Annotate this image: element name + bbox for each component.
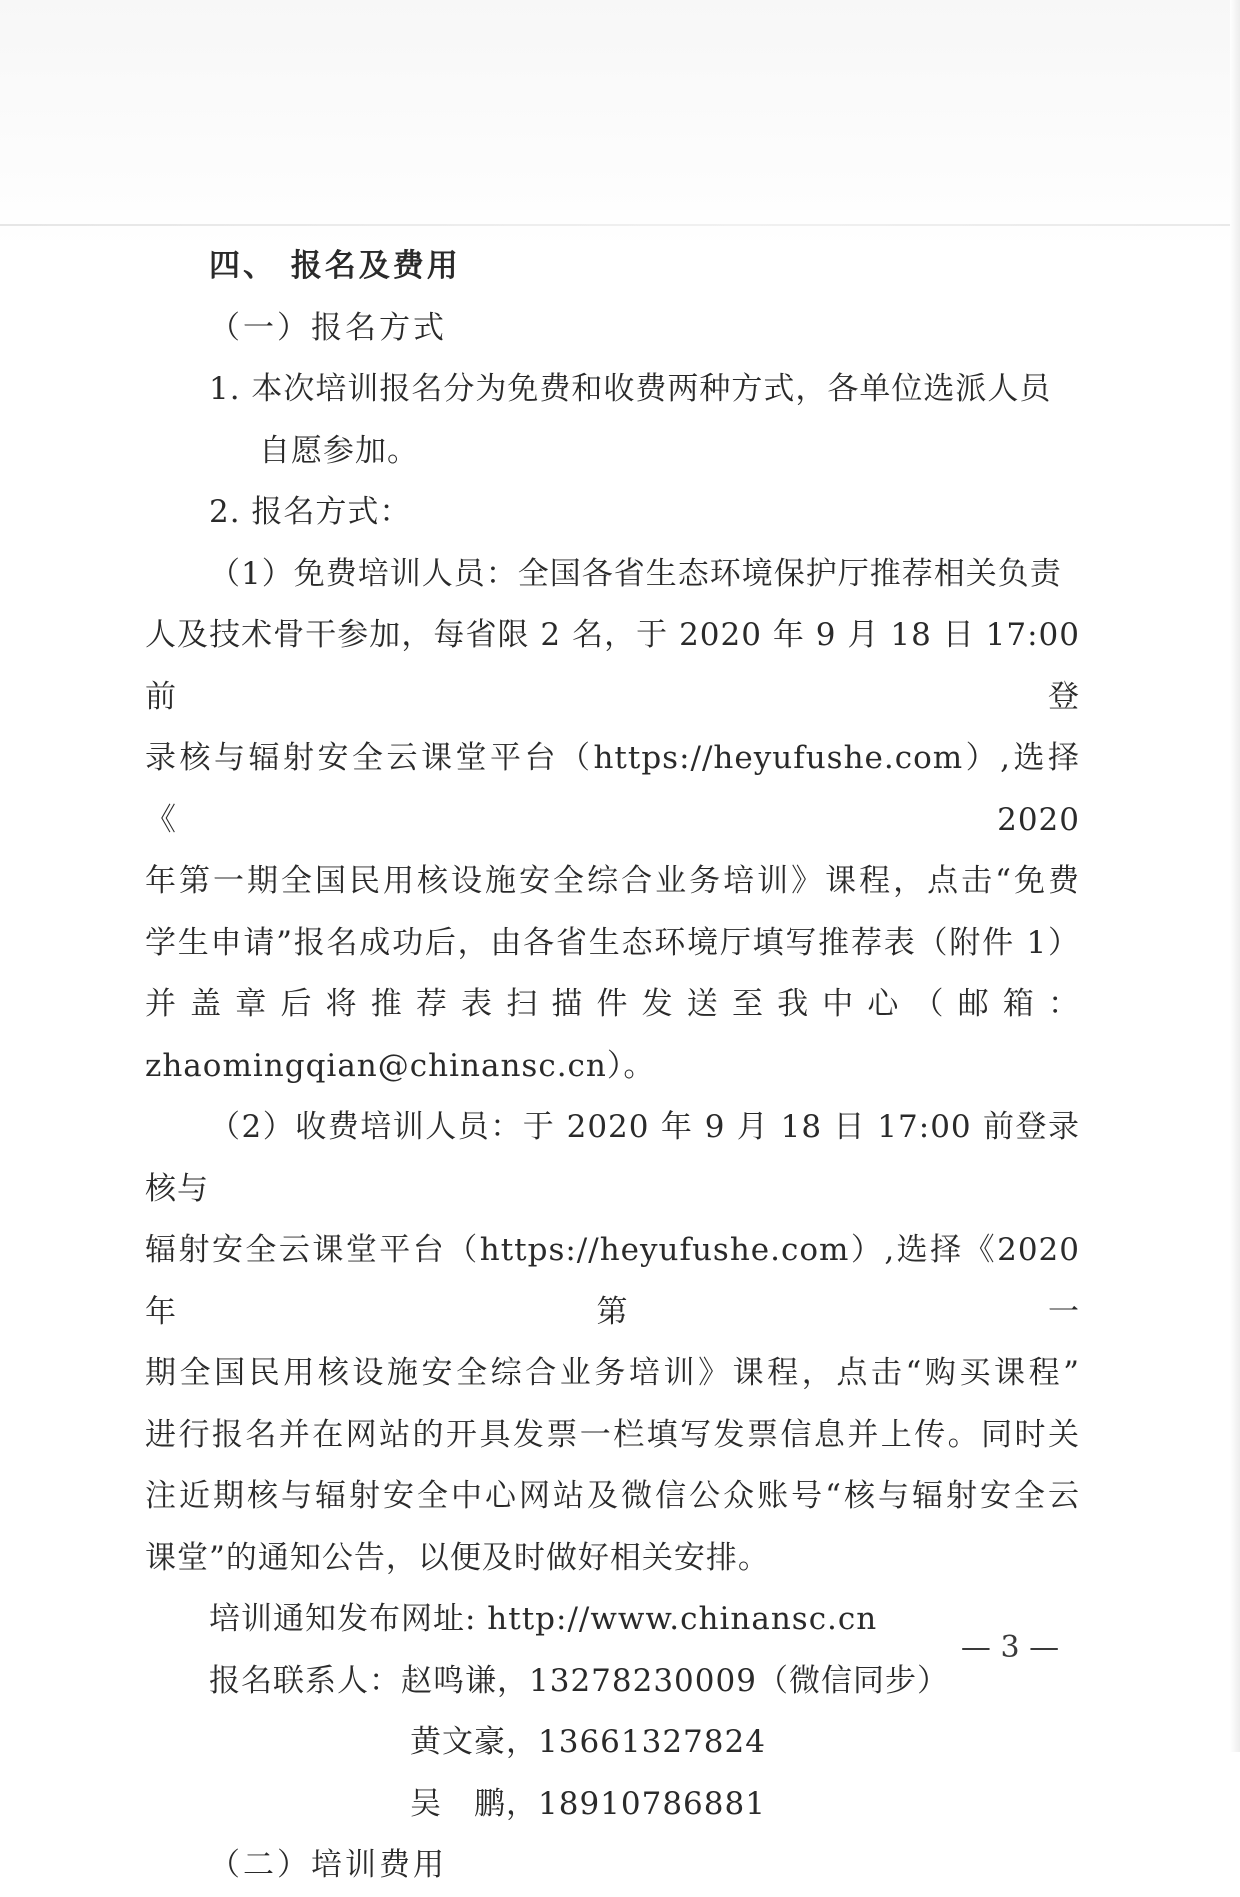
scan-right-edge	[1230, 0, 1240, 1752]
contact-line-1: 报名联系人：赵鸣谦，13278230009（微信同步）	[209, 1662, 949, 1699]
free-line-2: 人及技术骨干参加，每省限 2 名，于 2020 年 9 月 18 日 17:00 前登	[145, 617, 1080, 715]
page-number: — 3 —	[960, 1630, 1060, 1665]
paid-line-2: 辐射安全云课堂平台（https://heyufushe.com）,选择《2020 年第一	[145, 1232, 1080, 1330]
free-line-5: 学生申请”报名成功后，由各省生态环境厅填写推荐表（附件 1）	[145, 924, 1080, 961]
item-2-heading: 2. 报名方式：	[209, 494, 412, 530]
item-1-line-1: 1. 本次培训报名分为免费和收费两种方式，各单位选派人员	[209, 371, 1052, 407]
section-heading: 四、 报名及费用	[209, 248, 461, 284]
contact-line-2: 黄文豪，13661327824	[410, 1724, 766, 1760]
subsection-heading-training-fee: （二）培训费用	[209, 1847, 447, 1883]
paid-line-3: 期全国民用核设施安全综合业务培训》课程，点击“购买课程”	[145, 1355, 1080, 1391]
paid-line-1: （2）收费培训人员：于 2020 年 9 月 18 日 17:00 前登录核与	[145, 1109, 1080, 1207]
paid-line-6: 课堂”的通知公告，以便及时做好相关安排。	[145, 1539, 770, 1576]
scan-fold-line	[0, 224, 1240, 226]
free-line-7-email: zhaomingqian@chinansc.cn）。	[145, 1047, 656, 1084]
notice-url-line: 培训通知发布网址: http://www.chinansc.cn	[209, 1601, 878, 1637]
free-line-6: 并盖章后将推荐表扫描件发送至我中心（邮箱：	[145, 986, 1080, 1022]
free-line-1: （1）免费培训人员：全国各省生态环境保护厅推荐相关负责	[209, 555, 1062, 592]
subsection-heading-registration-method: （一）报名方式	[209, 309, 447, 346]
scan-top-shading	[0, 0, 1240, 250]
item-1-line-2: 自愿参加。	[259, 432, 419, 469]
paid-line-5: 注近期核与辐射安全中心网站及微信公众账号“核与辐射安全云	[145, 1478, 1080, 1514]
free-line-3: 录核与辐射安全云课堂平台（https://heyufushe.com）,选择《2020	[145, 740, 1080, 838]
free-registration-paragraph	[145, 544, 1080, 1098]
contacts-block	[145, 1651, 1080, 1836]
paid-line-4: 进行报名并在网站的开具发票一栏填写发票信息并上传。同时关	[145, 1416, 1080, 1453]
free-line-4: 年第一期全国民用核设施安全综合业务培训》课程，点击“免费	[145, 863, 1080, 899]
contact-line-3: 吴 鹏，18910786881	[410, 1785, 766, 1822]
paid-registration-paragraph	[145, 1097, 1080, 1589]
